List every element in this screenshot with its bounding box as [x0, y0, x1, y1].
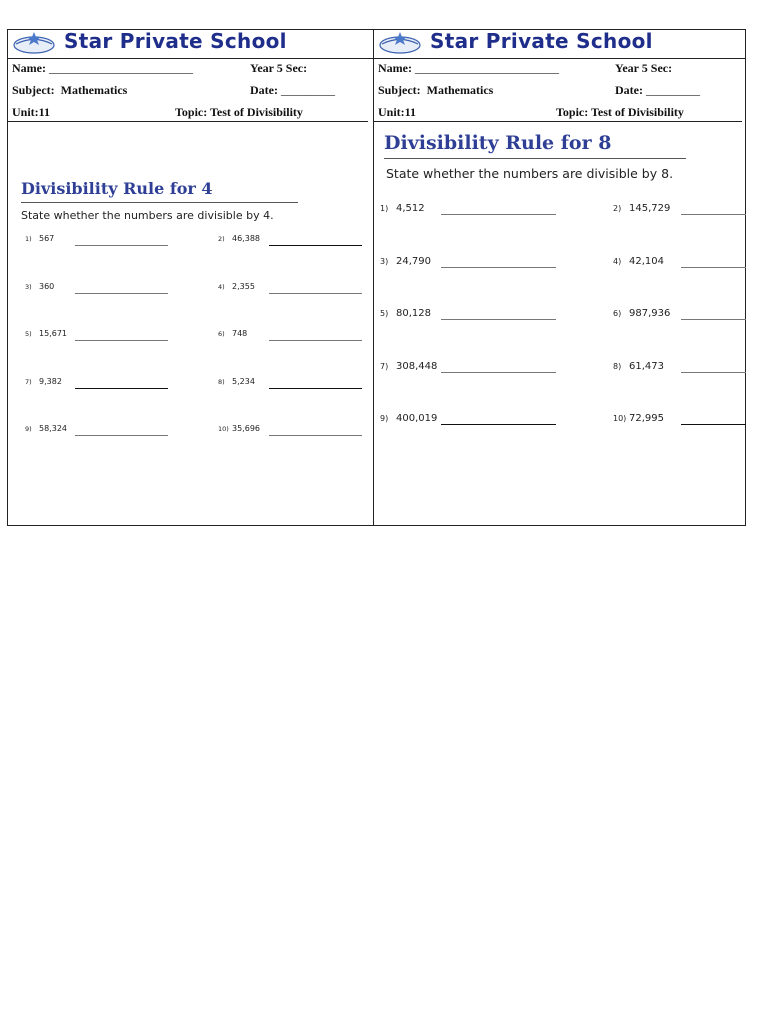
question-number-value: 4,512 — [396, 203, 425, 214]
subject-field: Subject: Mathematics — [12, 83, 128, 97]
question-number-value: 46,388 — [232, 234, 260, 243]
answer-line[interactable] — [681, 424, 746, 425]
date-field: Date: _________ — [615, 83, 700, 97]
question-number-value: 5,234 — [232, 376, 255, 386]
question-item — [613, 413, 664, 424]
question-item — [613, 361, 664, 372]
question-number: 5) — [25, 330, 32, 338]
topic-label: Topic: Test of Divisibility — [556, 105, 684, 119]
question-number-value: 80,128 — [396, 308, 431, 319]
year-section-label: Year 5 Sec: — [250, 61, 308, 75]
info-rule — [374, 121, 742, 122]
answer-line[interactable] — [75, 435, 168, 436]
question-item — [380, 256, 431, 267]
question-number: 9) — [25, 425, 32, 433]
year-section-label: Year 5 Sec: — [615, 61, 673, 75]
question-number-value: 15,671 — [39, 329, 67, 338]
question-number-value: 35,696 — [232, 424, 260, 433]
question-item — [218, 377, 255, 386]
question-number: 1) — [380, 204, 389, 213]
question-number-value: 400,019 — [396, 413, 438, 424]
answer-line[interactable] — [269, 340, 362, 341]
question-number: 1) — [25, 235, 32, 243]
answer-line[interactable] — [269, 388, 362, 389]
header-rule — [374, 58, 746, 59]
question-number: 3) — [380, 256, 389, 266]
question-number-value: 2,355 — [232, 281, 255, 291]
date-field: Date: _________ — [250, 83, 335, 97]
question-number: 8) — [218, 377, 225, 386]
question-item — [25, 329, 67, 338]
question-number-value: 42,104 — [629, 255, 664, 267]
question-item — [218, 282, 255, 291]
question-number: 10) — [613, 414, 627, 423]
question-number-value: 58,324 — [39, 424, 67, 433]
name-field: Name: ________________________ — [12, 61, 193, 75]
instruction-text: State whether the numbers are divisible by 4. — [21, 209, 274, 222]
answer-line[interactable] — [681, 372, 746, 373]
question-item — [380, 413, 437, 424]
question-item — [218, 329, 247, 338]
school-name: Star Private School — [64, 29, 287, 53]
school-logo-icon — [378, 31, 422, 55]
answer-line[interactable] — [269, 245, 362, 246]
topic-label: Topic: Test of Divisibility — [175, 105, 303, 119]
question-item — [218, 234, 260, 243]
answer-line[interactable] — [441, 424, 556, 425]
question-item — [25, 234, 54, 243]
question-number: 8) — [613, 361, 622, 371]
school-header — [8, 29, 373, 59]
question-number-value: 987,936 — [629, 308, 671, 319]
question-item — [380, 308, 431, 319]
question-number: 6) — [613, 309, 622, 318]
question-number-value: 567 — [39, 234, 55, 243]
question-item — [25, 282, 54, 291]
header-rule — [8, 58, 373, 59]
question-number-value: 72,995 — [629, 413, 664, 424]
question-number-value: 360 — [39, 281, 55, 291]
question-item — [380, 203, 425, 214]
unit-label: Unit:11 — [12, 105, 51, 119]
question-number: 10) — [218, 425, 229, 433]
question-number: 3) — [25, 282, 32, 291]
question-number: 7) — [25, 377, 32, 386]
answer-line[interactable] — [75, 293, 168, 294]
answer-line[interactable] — [75, 245, 168, 246]
question-number: 4) — [218, 282, 225, 291]
answer-line[interactable] — [269, 293, 362, 294]
question-item — [613, 308, 670, 319]
school-logo-icon — [12, 31, 56, 55]
rule-title: Divisibility Rule for 4 — [21, 179, 213, 198]
answer-line[interactable] — [681, 319, 746, 320]
subject-field: Subject: Mathematics — [378, 83, 494, 97]
question-number: 9) — [380, 414, 389, 423]
answer-line[interactable] — [441, 372, 556, 373]
worksheet-panel-left — [8, 29, 373, 526]
question-number-value: 748 — [232, 329, 248, 338]
answer-line[interactable] — [681, 267, 746, 268]
title-underline — [384, 158, 686, 159]
school-header — [374, 29, 746, 59]
question-number-value: 308,448 — [396, 360, 438, 372]
question-number: 2) — [218, 235, 225, 243]
question-number: 2) — [613, 204, 622, 213]
question-item — [380, 361, 437, 372]
worksheet-panel-right — [374, 29, 746, 526]
answer-line[interactable] — [75, 388, 168, 389]
question-item — [613, 203, 670, 214]
question-number-value: 61,473 — [629, 360, 664, 372]
answer-line[interactable] — [441, 319, 556, 320]
name-field: Name: ________________________ — [378, 61, 559, 75]
answer-line[interactable] — [441, 214, 556, 215]
answer-line[interactable] — [269, 435, 362, 436]
question-number-value: 24,790 — [396, 255, 431, 267]
question-number-value: 9,382 — [39, 376, 62, 386]
answer-line[interactable] — [75, 340, 168, 341]
question-item — [613, 256, 664, 267]
info-rule — [8, 121, 368, 122]
question-number-value: 145,729 — [629, 203, 671, 214]
question-item — [25, 377, 62, 386]
question-item — [218, 424, 260, 433]
rule-title: Divisibility Rule for 8 — [384, 132, 612, 154]
unit-label: Unit:11 — [378, 105, 417, 119]
question-number: 7) — [380, 361, 389, 371]
question-number: 5) — [380, 309, 389, 318]
question-item — [25, 424, 67, 433]
question-number: 4) — [613, 256, 622, 266]
school-name: Star Private School — [430, 29, 653, 53]
title-underline — [21, 202, 298, 203]
answer-line[interactable] — [681, 214, 746, 215]
answer-line[interactable] — [441, 267, 556, 268]
instruction-text: State whether the numbers are divisible by 8. — [386, 166, 674, 181]
question-number: 6) — [218, 330, 225, 338]
